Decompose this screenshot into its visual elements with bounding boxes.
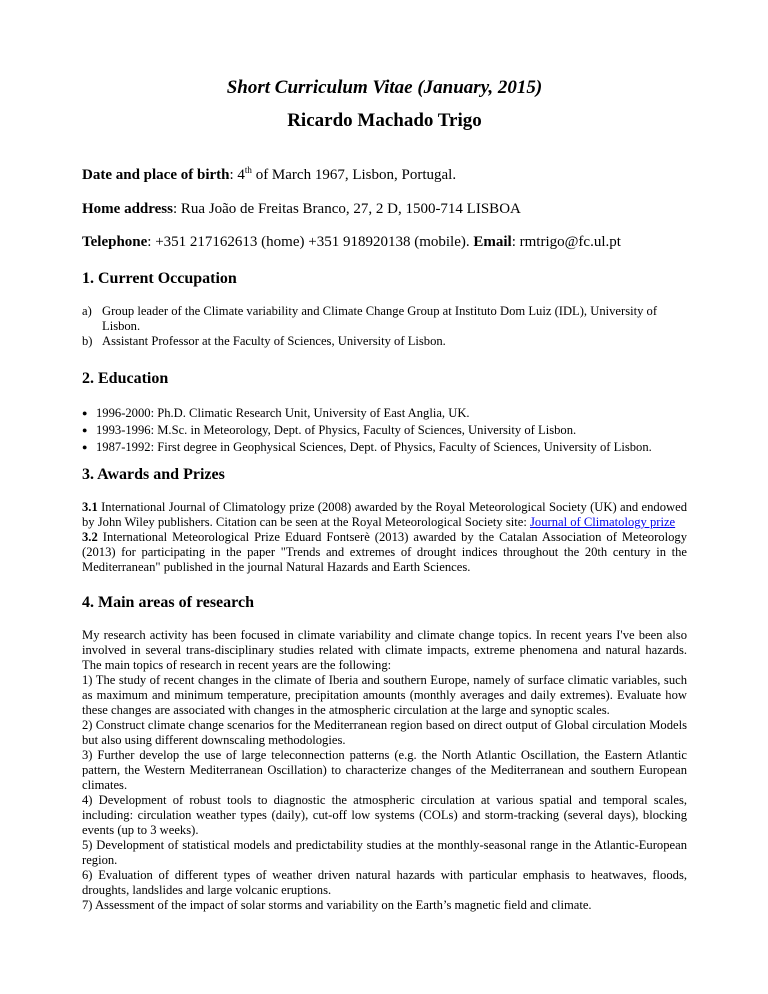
journal-prize-link[interactable]: Journal of Climatology prize	[530, 515, 676, 529]
list-item	[82, 440, 687, 455]
home-label: Home address	[82, 201, 173, 217]
award-2	[82, 530, 687, 575]
list-item-text: 1993-1996: M.Sc. in Meteorology, Dept. of Physics, Faculty of Sciences, University of Lisbon.	[96, 423, 577, 437]
document-title: Short Curriculum Vitae (January, 2015)	[226, 77, 543, 98]
email-label: Email	[473, 234, 512, 250]
awards-block	[82, 500, 687, 575]
birth-day-suffix: th	[244, 165, 252, 175]
award-number: 3.1	[82, 500, 98, 514]
research-paragraph: My research activity has been focused in climate variability and climate change topics. In recent years I've been also involved in several trans-disciplinary studies related with climate impacts, extreme phenomena and natural hazards. The main topics of research in recent years are the following:	[82, 628, 687, 672]
birth-line: Date and place of birth: 4th of March 1967, Lisbon, Portugal.	[82, 165, 457, 183]
occupation-list	[82, 304, 687, 349]
list-item	[82, 334, 687, 349]
award-text: International Journal of Climatology prize (2008) awarded by the Royal Meteorological Society (UK) and endowed by John Wiley publishers. Citation can be seen at the Royal Meteorological Society site:	[82, 500, 687, 529]
research-paragraph: 2) Construct climate change scenarios for the Mediterranean region based on direct output of Global circulation Models but also using different downscaling methodologies.	[82, 718, 687, 747]
bullet-icon: ●	[82, 425, 88, 435]
list-item-label: b)	[82, 334, 93, 348]
research-paragraph: 4) Development of robust tools to diagnostic the atmospheric circulation at various spatial and temporal scales, including: circulation weather types (daily), cut-off low systems (COLs) and storm-tracking (several days), blocking events (up to 3 weeks).	[82, 793, 687, 837]
telephone-label: Telephone	[82, 234, 148, 250]
birth-label: Date and place of birth	[82, 167, 230, 183]
list-item	[82, 406, 687, 421]
person-name: Ricardo Machado Trigo	[287, 110, 482, 131]
list-item-label: a)	[82, 304, 92, 318]
list-item-text: Assistant Professor at the Faculty of Sciences, University of Lisbon.	[102, 334, 446, 348]
list-item-text: 1996-2000: Ph.D. Climatic Research Unit, University of East Anglia, UK.	[96, 406, 470, 420]
telephone-line	[82, 234, 621, 251]
telephone-value: : +351 217162613 (home) +351 918920138 (mobile).	[147, 234, 474, 250]
list-item-text: Group leader of the Climate variability and Climate Change Group at Instituto Dom Luiz (IDL), University of Lisbon.	[102, 304, 658, 333]
list-item	[82, 304, 687, 334]
research-paragraph: 3) Further develop the use of large teleconnection patterns (e.g. the North Atlantic Oscillation, the Eastern Atlantic pattern, the Western Mediterranean Oscillation) to characterize changes of the Mediterranean and southern European climates.	[82, 748, 687, 792]
section-heading-occupation: 1. Current Occupation	[82, 270, 237, 287]
section-heading-awards: 3. Awards and Prizes	[82, 466, 225, 483]
section-heading-research: 4. Main areas of research	[82, 594, 254, 611]
section-heading-education: 2. Education	[82, 370, 169, 387]
research-block	[82, 628, 687, 913]
research-paragraph: 6) Evaluation of different types of weather driven natural hazards with particular emphasis to heatwaves, floods, droughts, landslides and large volcanic eruptions.	[82, 868, 687, 897]
list-item-text: 1987-1992: First degree in Geophysical Sciences, Dept. of Physics, Faculty of Sciences, University of Lisbon.	[96, 440, 652, 454]
bullet-icon: ●	[82, 408, 88, 418]
research-paragraph: 1) The study of recent changes in the climate of Iberia and southern Europe, namely of surface climatic variables, such as maximum and minimum temperature, precipitation amounts (monthly averages and daily extremes). Evaluate how these changes are associated with changes in the atmospheric circulation at the large and synoptic scales.	[82, 673, 687, 717]
research-paragraph: 5) Development of statistical models and predictability studies at the monthly-seasonal range in the Atlantic-European region.	[82, 838, 687, 867]
home-value: : Rua João de Freitas Branco, 27, 2 D, 1500-714 LISBOA	[172, 201, 521, 217]
home-line	[82, 201, 521, 218]
list-item	[82, 423, 687, 438]
education-list	[82, 406, 687, 457]
award-number: 3.2	[82, 530, 98, 544]
email-value: : rmtrigo@fc.ul.pt	[511, 234, 621, 250]
bullet-icon: ●	[82, 442, 88, 452]
research-paragraph: 7) Assessment of the impact of solar storms and variability on the Earth’s magnetic field and climate.	[82, 898, 592, 912]
award-1	[82, 500, 687, 530]
birth-rest: of March 1967, Lisbon, Portugal.	[251, 167, 457, 183]
award-text: International Meteorological Prize Eduard Fontserè (2013) awarded by the Catalan Association of Meteorology (2013) for participating in the paper "Trends and extremes of drought indices throughout the 20th century in the Mediterranean" published in the journal Natural Hazards and Earth Sciences.	[82, 530, 687, 574]
birth-day: 4	[237, 167, 245, 183]
